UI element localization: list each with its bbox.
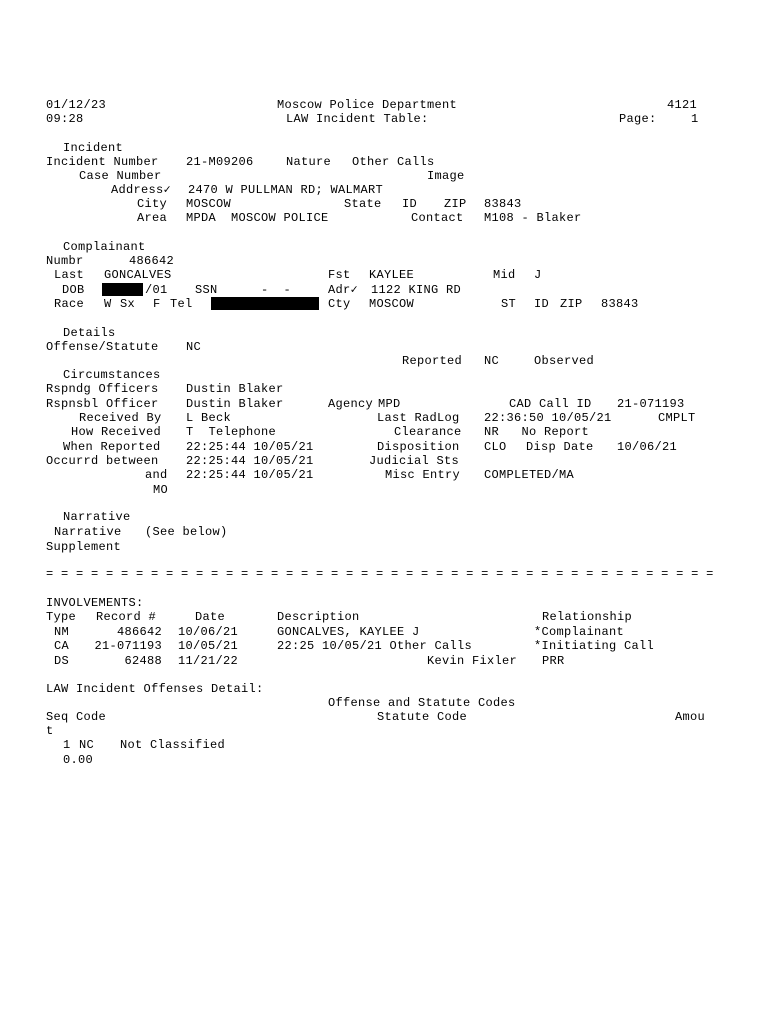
col-description-header: Description (277, 610, 360, 624)
how-received-label: How Received (71, 425, 162, 439)
offenses-title: LAW Incident Offenses Detail: (46, 682, 264, 696)
state-label: State (344, 197, 382, 211)
agency-value: MPD (378, 397, 401, 411)
col-record-header: Record # (96, 610, 157, 624)
when-reported-label: When Reported (63, 440, 161, 454)
involvement-date: 11/21/22 (178, 654, 239, 668)
last-radlog-value: 22:36:50 10/05/21 (484, 411, 612, 425)
amount-label-wrap: t (46, 724, 54, 738)
cad-label: CAD Call ID (509, 397, 592, 411)
mo-label: MO (153, 483, 169, 497)
last-name: GONCALVES (104, 268, 172, 282)
state-value: ID (402, 197, 418, 211)
clearance-label: Clearance (394, 425, 462, 439)
when-reported-value: 22:25:44 10/05/21 (186, 440, 314, 454)
occurrd-start: 22:25:44 10/05/21 (186, 454, 314, 468)
circumstances-label: Circumstances (63, 368, 161, 382)
department-name: Moscow Police Department (277, 98, 458, 112)
disp-date-label: Disp Date (526, 440, 594, 454)
separator-line: = = = = = = = = = = = = = = = = = = = = = = = = = = = = = = = = = = = = = = = = = = = = = (46, 567, 714, 581)
rspnsbl-value: Dustin Blaker (186, 397, 284, 411)
offense-amount: 0.00 (63, 753, 94, 767)
misc-entry-label: Misc Entry (385, 468, 461, 482)
involvement-relationship: *Complainant (534, 625, 625, 639)
clearance-value: NR No Report (484, 425, 590, 439)
offense-value: NC (186, 340, 202, 354)
tel-label: Tel (170, 297, 193, 311)
race-label: Race (54, 297, 85, 311)
dob-redaction (102, 283, 143, 296)
involvement-relationship: PRR (542, 654, 565, 668)
race-value: W (104, 297, 112, 311)
dob-label: DOB (62, 283, 85, 297)
disp-date-value: 10/06/21 (617, 440, 678, 454)
involvement-description: 22:25 10/05/21 Other Calls (277, 639, 473, 653)
middle-name-label: Mid (493, 268, 516, 282)
occurrd-end: 22:25:44 10/05/21 (186, 468, 314, 482)
received-by-label: Received By (79, 411, 162, 425)
involvement-date: 10/05/21 (178, 639, 239, 653)
nature-label: Nature (286, 155, 332, 169)
last-name-label: Last (54, 268, 85, 282)
rspnsbl-label: Rspnsbl Officer (46, 397, 159, 411)
report-time: 09:28 (46, 112, 84, 126)
dob-value: /01 (145, 283, 168, 297)
report-date: 01/12/23 (46, 98, 107, 112)
complainant-number-label: Numbr (46, 254, 84, 268)
offense-seq: 1 (63, 738, 71, 752)
occurrd-label: Occurrd between (46, 454, 159, 468)
report-number: 4121 (667, 98, 698, 112)
case-number-label: Case Number (79, 169, 162, 183)
amount-label: Amou (675, 710, 706, 724)
complainant-number: 486642 (129, 254, 175, 268)
received-by-value: L Beck (186, 411, 232, 425)
offenses-subtitle: Offense and Statute Codes (328, 696, 516, 710)
narrative-label: Narrative (54, 525, 122, 539)
involvement-type: CA (54, 639, 70, 653)
judicial-label: Judicial Sts (369, 454, 460, 468)
ssn-value: - - (261, 283, 292, 297)
offense-code: NC (79, 738, 95, 752)
reported-label: Reported (402, 354, 463, 368)
how-received-value: T Telephone (186, 425, 277, 439)
city-value: MOSCOW (186, 197, 232, 211)
involvement-type: DS (54, 654, 70, 668)
agency-label: Agency (328, 397, 374, 411)
zip-value: 83843 (484, 197, 522, 211)
col-relationship-header: Relationship (542, 610, 633, 624)
seq-code-label: Seq Code (46, 710, 107, 724)
first-name-label: Fst (328, 268, 351, 282)
complainant-address-label: Adr✓ (328, 283, 359, 297)
area-label: Area (137, 211, 168, 225)
supplement-label: Supplement (46, 540, 122, 554)
rspndg-value: Dustin Blaker (186, 382, 284, 396)
last-radlog-status: CMPLT (658, 411, 696, 425)
incident-number-label: Incident Number (46, 155, 159, 169)
rspndg-label: Rspndg Officers (46, 382, 159, 396)
reported-value: NC (484, 354, 500, 368)
tel-redaction (211, 297, 319, 310)
narrative-value: (See below) (145, 525, 228, 539)
sex-label: Sx (120, 297, 136, 311)
complainant-city-label: Cty (328, 297, 351, 311)
disposition-label: Disposition (377, 440, 460, 454)
involvement-description: GONCALVES, KAYLEE J (277, 625, 420, 639)
complainant-zip: 83843 (601, 297, 639, 311)
involvement-record: 21-071193 (94, 639, 162, 653)
incident-section-label: Incident (63, 141, 124, 155)
disposition-value: CLO (484, 440, 507, 454)
ssn-label: SSN (195, 283, 218, 297)
complainant-state-label: ST (501, 297, 517, 311)
table-title: LAW Incident Table: (286, 112, 429, 126)
involvement-record: 486642 (116, 625, 162, 639)
involvement-type: NM (54, 625, 70, 639)
first-name: KAYLEE (369, 268, 415, 282)
col-type-header: Type (46, 610, 77, 624)
contact-label: Contact (411, 211, 464, 225)
incident-number: 21-M09206 (186, 155, 254, 169)
last-radlog-label: Last RadLog (377, 411, 460, 425)
image-label: Image (427, 169, 465, 183)
incident-address: 2470 W PULLMAN RD; WALMART (188, 183, 384, 197)
cad-value: 21-071193 (617, 397, 685, 411)
sex-value: F (153, 297, 161, 311)
complainant-section-label: Complainant (63, 240, 146, 254)
involvements-title: INVOLVEMENTS: (46, 596, 144, 610)
col-date-header: Date (195, 610, 226, 624)
offense-label: Offense/Statute (46, 340, 159, 354)
zip-label: ZIP (444, 197, 467, 211)
contact-value: M108 - Blaker (484, 211, 582, 225)
complainant-zip-label: ZIP (560, 297, 583, 311)
complainant-city: MOSCOW (369, 297, 415, 311)
observed-label: Observed (534, 354, 595, 368)
and-label: and (145, 468, 168, 482)
involvement-date: 10/06/21 (178, 625, 239, 639)
page-label: Page: (619, 112, 657, 126)
misc-entry-value: COMPLETED/MA (484, 468, 575, 482)
details-section-label: Details (63, 326, 116, 340)
involvement-record: 62488 (124, 654, 162, 668)
page-number: 1 (691, 112, 699, 126)
statute-code-label: Statute Code (377, 710, 468, 724)
middle-name: J (534, 268, 542, 282)
complainant-state: ID (534, 297, 550, 311)
city-label: City (137, 197, 168, 211)
area-value: MPDA MOSCOW POLICE (186, 211, 329, 225)
complainant-address: 1122 KING RD (371, 283, 462, 297)
involvement-relationship: *Initiating Call (534, 639, 655, 653)
offense-description: Not Classified (120, 738, 226, 752)
narrative-section-label: Narrative (63, 510, 131, 524)
address-label: Address✓ (111, 183, 172, 197)
nature-value: Other Calls (352, 155, 435, 169)
involvement-description: Kevin Fixler (427, 654, 518, 668)
